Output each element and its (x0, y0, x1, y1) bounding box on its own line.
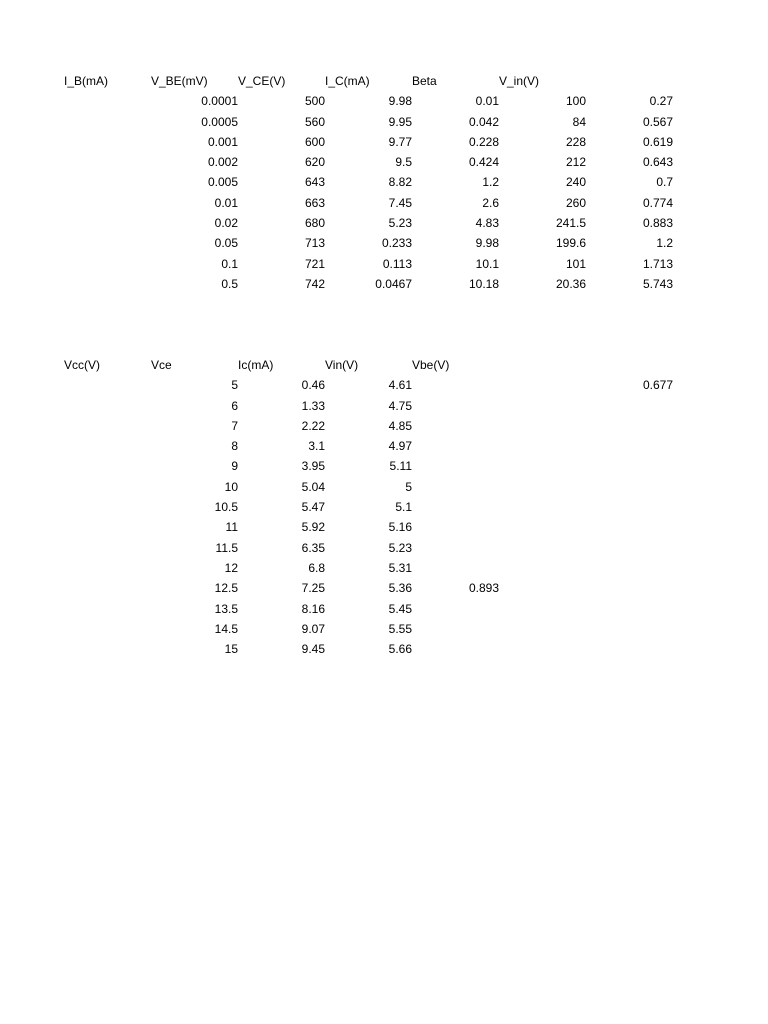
table-cell: 9.77 (388, 134, 412, 149)
table-cell: 5 (405, 479, 412, 494)
table-cell: 10 (224, 479, 238, 494)
table-cell: 9.95 (388, 114, 412, 129)
column-header: Ic(mA) (238, 358, 274, 372)
table-cell: 1.713 (642, 256, 673, 271)
table-cell: 9 (231, 459, 238, 474)
table-cell: 5.92 (301, 520, 325, 535)
table-cell: 11 (225, 520, 238, 535)
table-cell: 0.0005 (201, 114, 238, 129)
table-cell: 1.33 (301, 398, 325, 413)
table-cell: 8.82 (388, 175, 412, 190)
table-cell: 5.23 (388, 216, 412, 231)
table-cell: 0.7 (656, 175, 673, 190)
table-cell: 8 (231, 439, 238, 454)
column-header: Beta (412, 74, 437, 88)
table-cell: 13.5 (214, 601, 238, 616)
table-cell: 0.677 (642, 378, 673, 393)
table-cell: 3.1 (308, 439, 325, 454)
table-cell: 12.5 (214, 581, 238, 596)
table-cell: 4.85 (388, 418, 412, 433)
table-cell: 643 (304, 175, 325, 190)
table-cell: 0.005 (207, 175, 238, 190)
table-cell: 0.46 (301, 378, 325, 393)
table-cell: 5.04 (301, 479, 325, 494)
table-cell: 10.1 (475, 256, 499, 271)
table-cell: 20.36 (555, 276, 586, 291)
column-header: Vbe(V) (412, 358, 450, 372)
table-cell: 6 (231, 398, 238, 413)
table-cell: 84 (572, 114, 586, 129)
table-cell: 7.45 (388, 195, 412, 210)
table-cell: 1.2 (656, 236, 673, 251)
column-header: I_C(mA) (325, 74, 370, 88)
table-cell: 0.774 (642, 195, 673, 210)
table-cell: 100 (565, 94, 586, 109)
table-cell: 5.66 (388, 642, 412, 657)
table-cell: 5 (231, 378, 238, 393)
column-header: V_BE(mV) (151, 74, 208, 88)
table-cell: 0.1 (221, 256, 238, 271)
table-cell: 5.11 (389, 459, 412, 474)
column-header: Vcc(V) (64, 358, 100, 372)
table-cell: 0.893 (468, 581, 499, 596)
table-cell: 0.05 (214, 236, 238, 251)
table-cell: 0.042 (468, 114, 499, 129)
table-cell: 4.75 (388, 398, 412, 413)
table-cell: 260 (565, 195, 586, 210)
table-cell: 713 (304, 236, 325, 251)
table-cell: 680 (304, 216, 325, 231)
table-cell: 600 (304, 134, 325, 149)
table-cell: 5.23 (388, 540, 412, 555)
column-header: V_in(V) (499, 74, 540, 88)
table-cell: 0.233 (381, 236, 412, 251)
table-cell: 620 (304, 155, 325, 170)
table-cell: 14.5 (214, 621, 238, 636)
table-cell: 5.47 (301, 500, 325, 515)
table-cell: 721 (304, 256, 325, 271)
table-cell: 0.643 (642, 155, 673, 170)
transistor-base-current-table (64, 71, 760, 294)
table-cell: 4.97 (388, 439, 412, 454)
table-cell: 9.98 (475, 236, 499, 251)
table-cell: 241.5 (555, 216, 586, 231)
column-header: Vin(V) (325, 358, 359, 372)
table-cell: 212 (565, 155, 586, 170)
column-header: I_B(mA) (64, 74, 109, 88)
table-cell: 5.36 (388, 581, 412, 596)
table-cell: 5.743 (642, 276, 673, 291)
table-cell: 4.61 (388, 378, 412, 393)
table-cell: 0.27 (649, 94, 673, 109)
table-cell: 101 (565, 256, 586, 271)
table-cell: 8.16 (301, 601, 325, 616)
table-cell: 7 (231, 418, 238, 433)
table-cell: 0.567 (642, 114, 673, 129)
table-cell: 0.0467 (375, 276, 412, 291)
table-cell: 11.5 (215, 540, 238, 555)
table-cell: 0.5 (221, 276, 238, 291)
table-cell: 0.001 (207, 134, 238, 149)
table-cell: 1.2 (482, 175, 499, 190)
table-cell: 12 (224, 560, 238, 575)
table-cell: 0.424 (468, 155, 499, 170)
table-cell: 0.02 (214, 216, 238, 231)
table-cell: 560 (304, 114, 325, 129)
table-cell: 0.619 (642, 134, 673, 149)
table-cell: 9.98 (388, 94, 412, 109)
table-cell: 3.95 (301, 459, 325, 474)
table-cell: 0.01 (214, 195, 238, 210)
table-cell: 0.113 (382, 256, 412, 271)
table-cell: 10.18 (468, 276, 499, 291)
table-cell: 0.01 (475, 94, 499, 109)
table-cell: 15 (224, 642, 238, 657)
table-cell: 4.83 (475, 216, 499, 231)
collector-supply-sweep-table (64, 355, 760, 659)
table-cell: 0.002 (207, 155, 238, 170)
column-header: Vce (151, 358, 172, 372)
table-cell: 7.25 (301, 581, 325, 596)
table-cell: 500 (304, 94, 325, 109)
table-cell: 9.07 (301, 621, 325, 636)
table-cell: 5.55 (388, 621, 412, 636)
table-cell: 199.6 (555, 236, 586, 251)
table-cell: 0.228 (468, 134, 499, 149)
table-cell: 5.31 (388, 560, 412, 575)
table-cell: 0.0001 (201, 94, 238, 109)
table-cell: 6.35 (301, 540, 325, 555)
table-cell: 5.1 (395, 500, 412, 515)
table-cell: 5.16 (388, 520, 412, 535)
table-cell: 9.5 (395, 155, 412, 170)
table-cell: 10.5 (214, 500, 238, 515)
table-cell: 2.6 (482, 195, 499, 210)
table-cell: 228 (565, 134, 586, 149)
table-cell: 240 (565, 175, 586, 190)
table-cell: 2.22 (301, 418, 325, 433)
column-header: V_CE(V) (238, 74, 286, 88)
table-cell: 742 (304, 276, 325, 291)
table-cell: 9.45 (301, 642, 325, 657)
table-cell: 6.8 (308, 560, 325, 575)
table-cell: 663 (304, 195, 325, 210)
table-cell: 0.883 (642, 216, 673, 231)
table-cell: 5.45 (388, 601, 412, 616)
